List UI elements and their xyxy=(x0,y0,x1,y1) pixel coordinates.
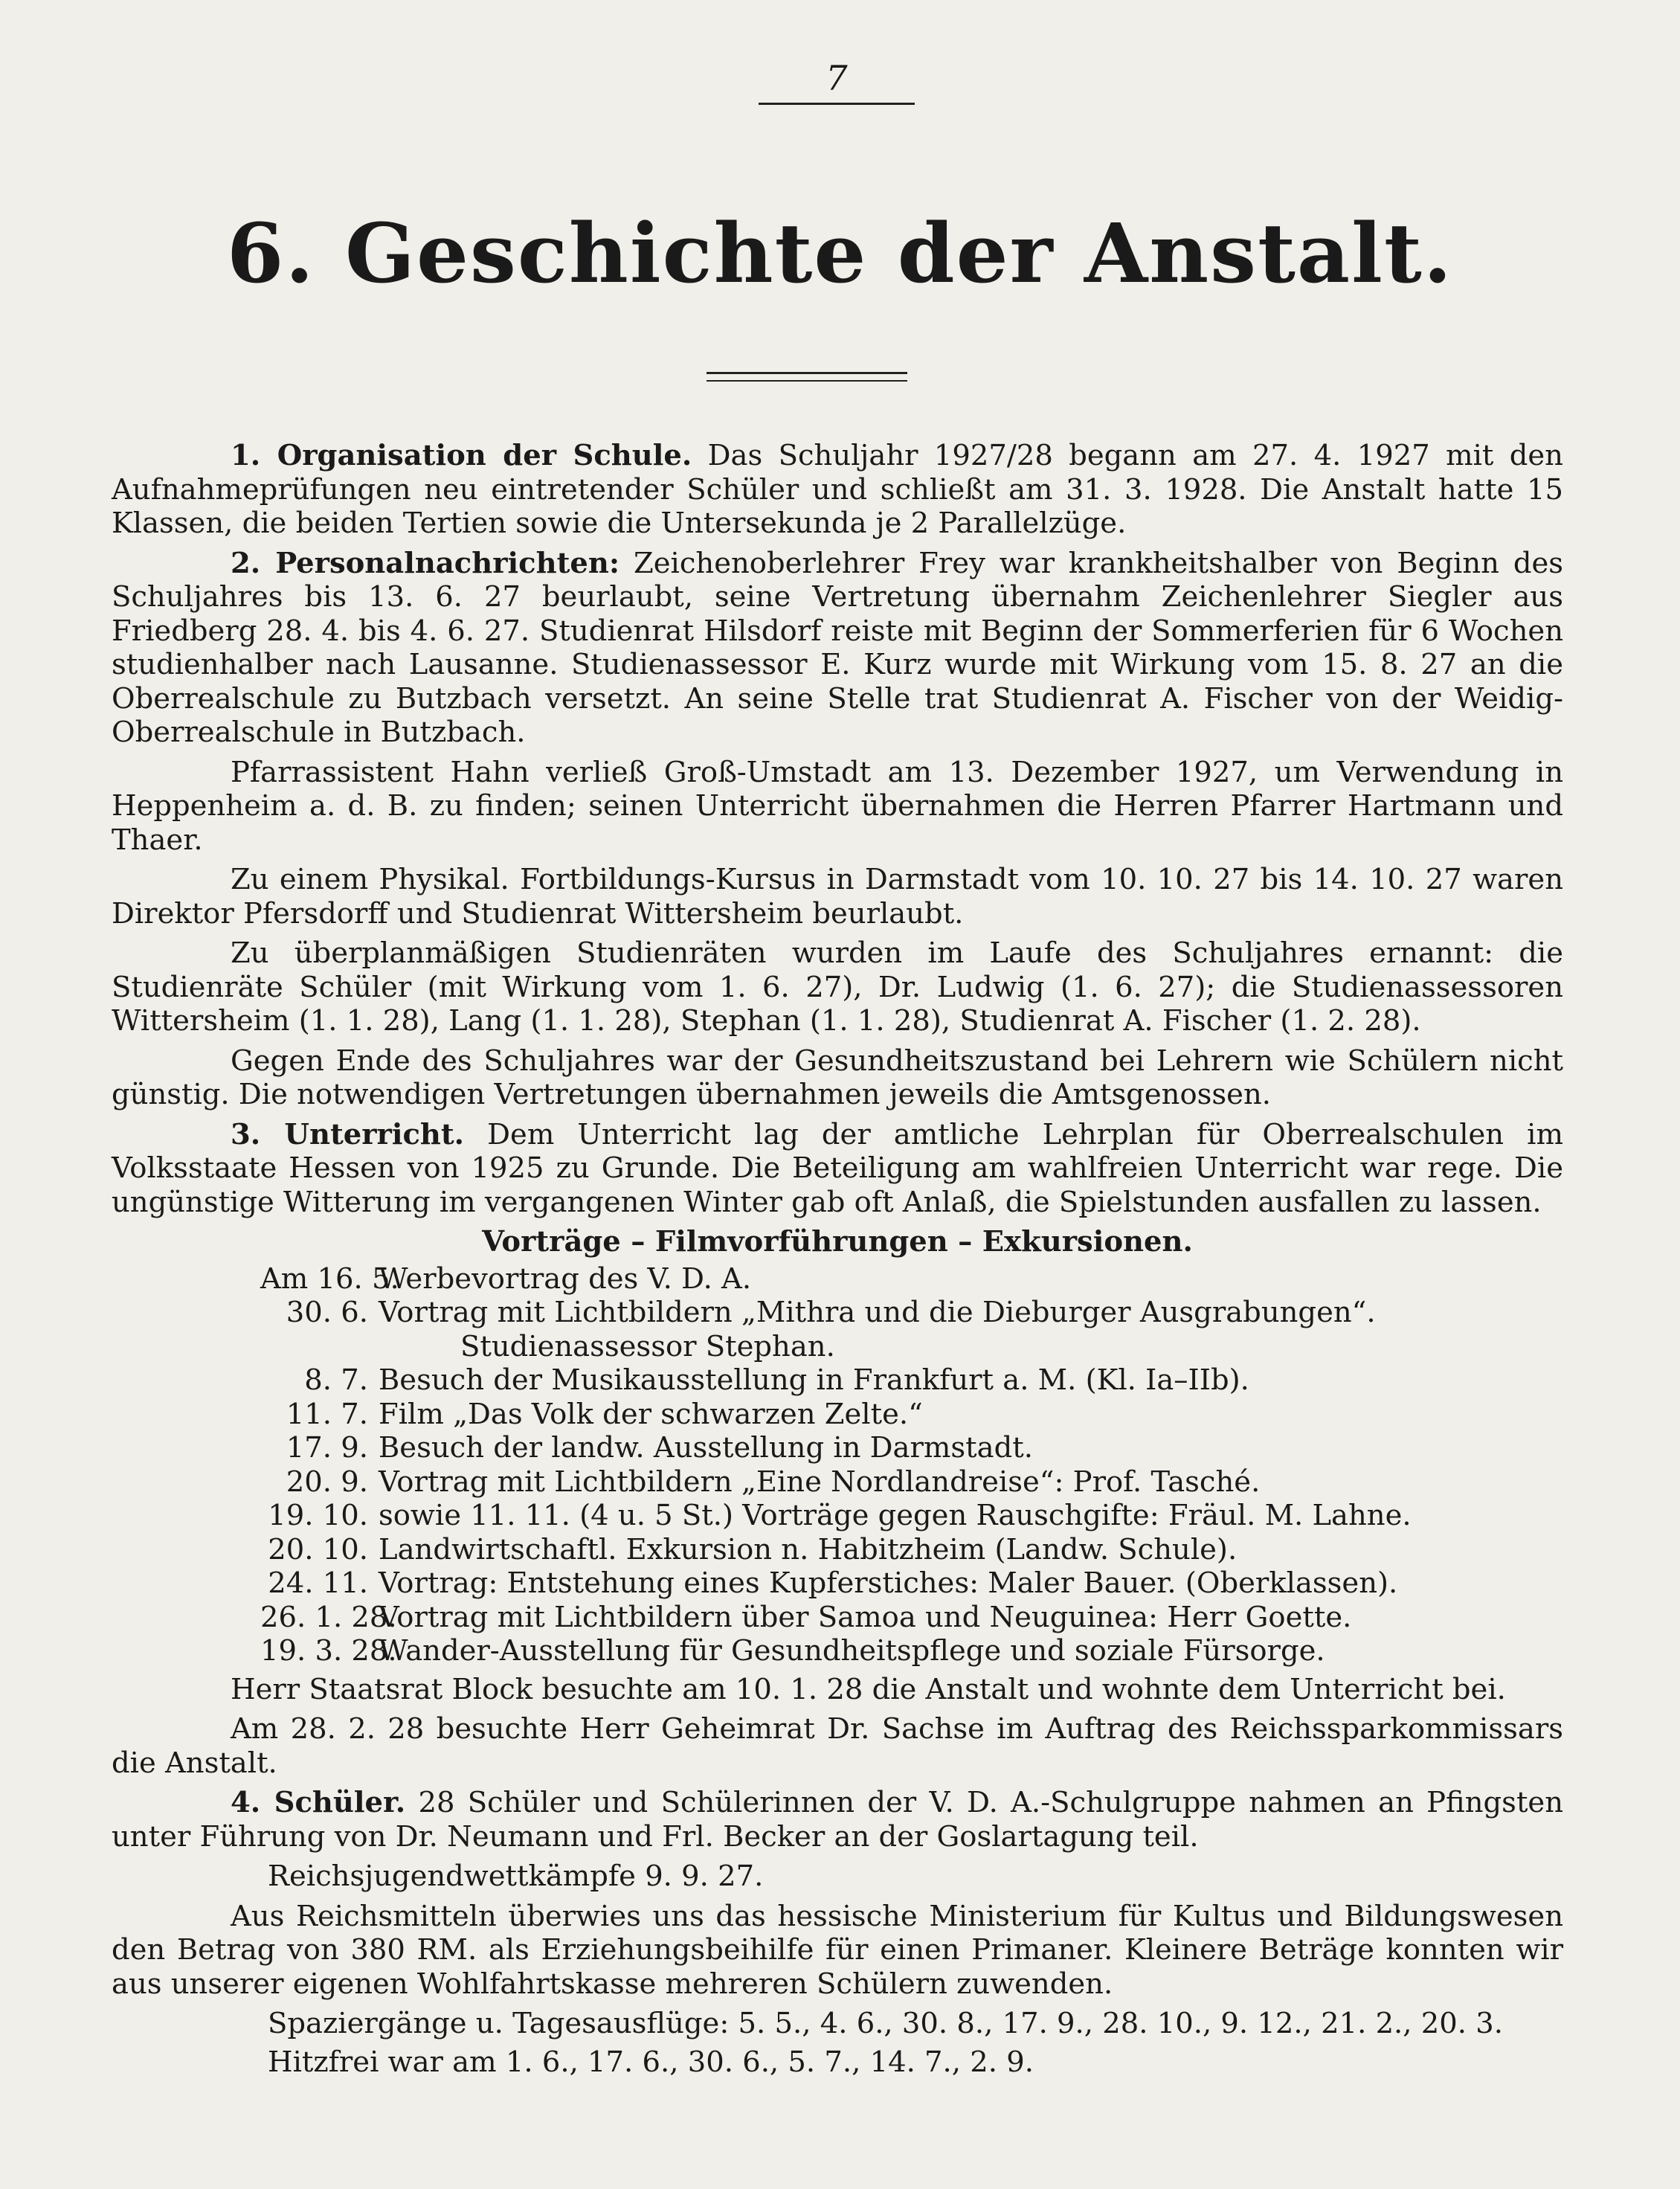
event-date: 8. 7. xyxy=(304,1363,368,1397)
list-item xyxy=(260,1431,1563,1465)
event-text: Vortrag: Entstehung eines Kupferstiches: Maler Bauer. (Oberklassen). xyxy=(379,1566,1398,1600)
section-heading: 1. Organisation der Schule. xyxy=(231,439,692,472)
list-item xyxy=(260,1330,1563,1364)
event-text: Wander-Ausstellung für Gesundheitspflege und soziale Fürsorge. xyxy=(379,1634,1325,1668)
event-date: 11. 7. xyxy=(286,1397,368,1431)
event-date: 20. 10. xyxy=(268,1532,368,1566)
list-item xyxy=(260,1533,1563,1567)
event-date: 24. 11. xyxy=(268,1566,368,1600)
event-text: Besuch der landw. Ausstellung in Darmstadt. xyxy=(379,1431,1033,1465)
section-organisation xyxy=(112,439,1563,541)
list-item xyxy=(260,1465,1563,1499)
list-item xyxy=(260,1363,1563,1398)
event-text: Vortrag mit Lichtbildern „Eine Nordlandreise“: Prof. Tasché. xyxy=(379,1465,1261,1499)
event-text: Landwirtschaftl. Exkursion n. Habitzheim (Landw. Schule). xyxy=(379,1532,1238,1566)
section-text: 28 Schüler und Schülerinnen der V. D. A.-Schulgruppe nahmen an Pfingsten unter Führung von Dr. Neumann und Frl. Becker an der Goslartagung teil. xyxy=(112,1786,1563,1854)
event-date: 17. 9. xyxy=(286,1431,368,1465)
section-text: Dem Unterricht lag der amtliche Lehrplan für Oberrealschulen im Volksstaate Hessen von 1925 zu Grunde. Die Beteiligung am wahlfreien Unterricht war rege. Die ungünstige Witterung im vergangenen Winter gab oft Anlaß, die Spielstunden ausfallen zu lassen. xyxy=(112,1117,1563,1219)
section-personal xyxy=(112,547,1563,750)
page-number: 7 xyxy=(759,58,915,105)
event-date: 26. 1. 28. xyxy=(260,1600,397,1634)
event-date: 30. 6. xyxy=(286,1296,368,1329)
paragraph: Zu einem Physikal. Fortbildungs-Kursus in Darmstadt vom 10. 10. 27 bis 14. 10. 27 waren Direktor Pfersdorff und Studienrat Wittersheim beurlaubt. xyxy=(112,863,1563,930)
section-schueler xyxy=(112,1786,1563,1854)
event-text: Besuch der Musikausstellung in Frankfurt a. M. (Kl. Ia–IIb). xyxy=(379,1363,1249,1397)
list-item xyxy=(260,1601,1563,1635)
list-item xyxy=(260,1262,1563,1296)
section-unterricht xyxy=(112,1118,1563,1220)
event-text: Vortrag mit Lichtbildern „Mithra und die Dieburger Ausgrabungen“. xyxy=(379,1296,1376,1329)
paragraph: Am 28. 2. 28 besuchte Herr Geheimrat Dr. Sachse im Auftrag des Reichssparkommissars die Anstalt. xyxy=(112,1712,1563,1780)
document-body xyxy=(112,439,1563,2079)
paragraph: Spaziergänge u. Tagesausflüge: 5. 5., 4. 6., 30. 8., 17. 9., 28. 10., 9. 12., 21. 2., 20. 3. xyxy=(268,2007,1503,2040)
page-title: 6. Geschichte der Anstalt. xyxy=(226,205,1454,301)
list-item xyxy=(260,1398,1563,1432)
events-list xyxy=(260,1262,1563,1668)
section-heading: 4. Schüler. xyxy=(231,1786,406,1819)
section-text: Das Schuljahr 1927/28 begann am 27. 4. 1927 mit den Aufnahmeprüfungen neu eintretender Schüler und schließt am 31. 3. 1928. Die Anstalt hatte 15 Klassen, die beiden Tertien sowie die Untersekunda je 2 Parallelzüge. xyxy=(112,439,1563,540)
paragraph: Pfarrassistent Hahn verließ Groß-Umstadt am 13. Dezember 1927, um Verwendung in Heppenheim a. d. B. zu finden; seinen Unterricht übernahmen die Herren Pfarrer Hartmann und Thaer. xyxy=(112,755,1563,857)
section-heading: 3. Unterricht. xyxy=(231,1117,465,1151)
section-text: Zeichenoberlehrer Frey war krankheitshalber von Beginn des Schuljahres bis 13. 6. 27 beurlaubt, seine Vertretung übernahm Zeichenlehrer Siegler aus Friedberg 28. 4. bis 4. 6. 27. Studienrat Hilsdorf reiste mit Beginn der Sommerferien für 6 Wochen studienhalber nach Lausanne. Studienassessor E. Kurz wurde mit Wirkung vom 15. 8. 27 an die Oberrealschule zu Butzbach versetzt. An seine Stelle trat Studienrat A. Fischer von der Weidig-Oberrealschule in Butzbach. xyxy=(112,546,1563,749)
event-date: 20. 9. xyxy=(286,1465,368,1499)
list-item xyxy=(260,1566,1563,1601)
event-text: Film „Das Volk der schwarzen Zelte.“ xyxy=(379,1397,923,1431)
paragraph: Herr Staatsrat Block besuchte am 10. 1. 28 die Anstalt und wohnte dem Unterricht bei. xyxy=(231,1672,1506,1706)
event-date: 19. 3. 28. xyxy=(260,1634,397,1668)
event-date xyxy=(260,1330,379,1364)
events-subheading: Vorträge – Filmvorführungen – Exkursionen. xyxy=(482,1225,1193,1259)
event-text: Werbevortrag des V. D. A. xyxy=(379,1261,752,1296)
list-item xyxy=(260,1499,1563,1533)
event-text: sowie 11. 11. (4 u. 5 St.) Vorträge gegen Rauschgifte: Fräul. M. Lahne. xyxy=(379,1499,1412,1532)
paragraph: Gegen Ende des Schuljahres war der Gesundheitszustand bei Lehrern wie Schülern nicht günstig. Die notwendigen Vertretungen übernahmen jeweils die Amtsgenossen. xyxy=(112,1044,1563,1111)
paragraph: Hitzfrei war am 1. 6., 17. 6., 30. 6., 5. 7., 14. 7., 2. 9. xyxy=(268,2045,1034,2079)
section-heading: 2. Personalnachrichten: xyxy=(231,546,620,580)
list-item xyxy=(260,1634,1563,1668)
list-item xyxy=(260,1296,1563,1330)
title-ornament xyxy=(707,372,907,382)
event-text: Vortrag mit Lichtbildern über Samoa und Neuguinea: Herr Goette. xyxy=(379,1600,1352,1634)
event-date: 19. 10. xyxy=(268,1499,368,1532)
paragraph: Aus Reichsmitteln überwies uns das hessische Ministerium für Kultus und Bildungswesen den Betrag von 380 RM. als Erziehungsbeihilfe für einen Primaner. Kleinere Beträge konnten wir aus unserer eigenen Wohlfahrtskasse mehreren Schülern zuwenden. xyxy=(112,1899,1563,2001)
event-date: Am 16. 5. xyxy=(260,1261,399,1296)
event-text: Studienassessor Stephan. xyxy=(460,1329,835,1363)
paragraph: Reichsjugendwettkämpfe 9. 9. 27. xyxy=(268,1859,764,1893)
paragraph: Zu überplanmäßigen Studienräten wurden im Laufe des Schuljahres ernannt: die Studienräte Schüler (mit Wirkung vom 1. 6. 27), Dr. Ludwig (1. 6. 27); die Studienassessoren Wittersheim (1. 1. 28), Lang (1. 1. 28), Stephan (1. 1. 28), Studienrat A. Fischer (1. 2. 28). xyxy=(112,936,1563,1038)
